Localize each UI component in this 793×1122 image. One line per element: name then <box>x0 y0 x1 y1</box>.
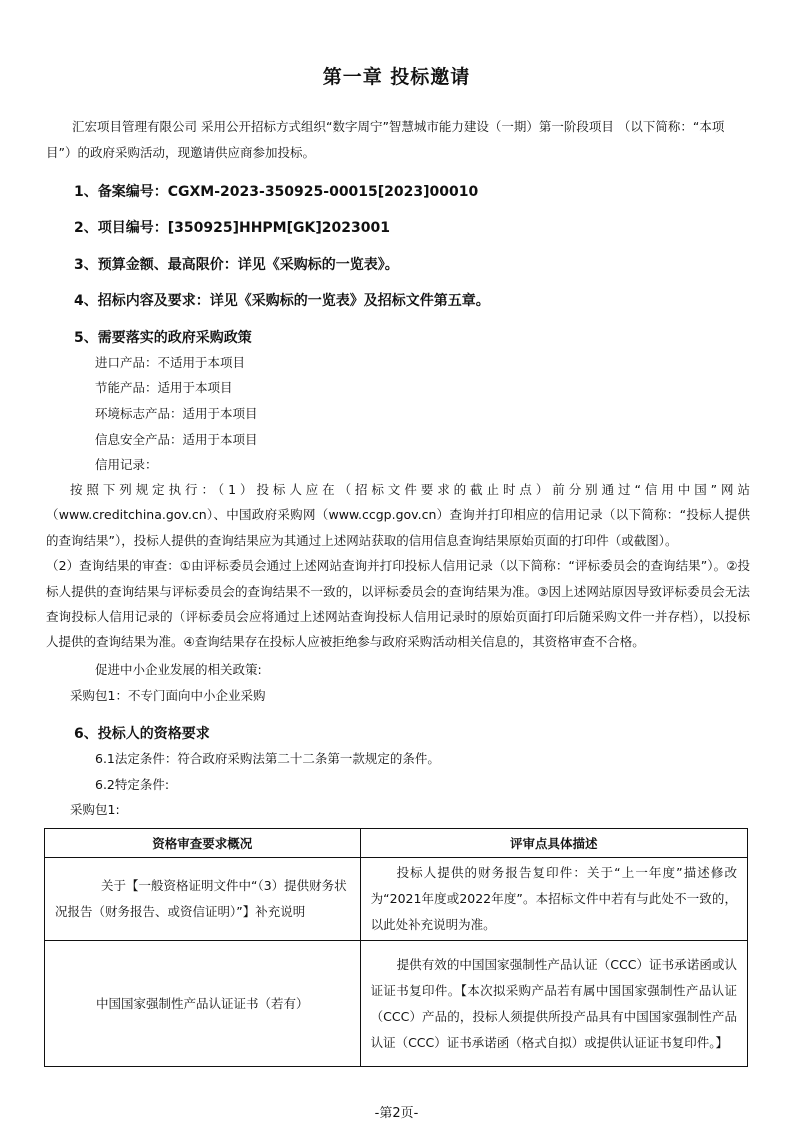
section-filing-number: 1、备案编号：CGXM-2023-350925-00015[2023]00010 <box>74 184 479 200</box>
table-cell-requirement: 关于【一般资格证明文件中“（3）提供财务状况报告（财务报告、或资信证明）”】补充说明 <box>45 858 361 941</box>
policy-credit-label: 信用记录： <box>95 457 158 472</box>
qualification-package-1: 采购包1: <box>70 802 120 817</box>
table-header-row <box>45 829 748 858</box>
policy-import: 进口产品：不适用于本项目 <box>95 355 246 370</box>
sme-policy-label: 促进中小企业发展的相关政策: <box>95 662 262 677</box>
table-header-description: 评审点具体描述 <box>360 829 747 858</box>
table-cell-description: 提供有效的中国国家强制性产品认证（CCC）证书承诺函或认证证书复印件。【本次拟采购产品若有属中国国家强制性产品认证（CCC）产品的，投标人须提供所投产品具有中国国家强制性产品认证（CCC）证书承诺函（格式自拟）或提供认证证书复印件。】 <box>360 941 747 1067</box>
qualification-special: 6.2特定条件: <box>95 777 170 792</box>
table-header-overview: 资格审查要求概况 <box>45 829 361 858</box>
credit-record-rules <box>46 477 750 655</box>
chapter-title: 第一章 投标邀请 <box>322 66 471 88</box>
section-project-number: 2、项目编号：[350925]HHPM[GK]2023001 <box>74 220 390 236</box>
table-row <box>45 858 748 941</box>
qualification-table <box>44 828 748 1067</box>
qualification-legal: 6.1法定条件：符合政府采购法第二十二条第一款规定的条件。 <box>95 751 440 766</box>
table-cell-requirement: 中国国家强制性产品认证证书（若有） <box>45 941 361 1067</box>
sme-package-1: 采购包1：不专门面向中小企业采购 <box>70 688 266 703</box>
section-budget: 3、预算金额、最高限价：详见《采购标的一览表》。 <box>74 257 399 273</box>
policy-energy: 节能产品：适用于本项目 <box>95 380 233 395</box>
policy-infosec: 信息安全产品：适用于本项目 <box>95 432 258 447</box>
table-cell-description: 投标人提供的财务报告复印件：关于“上一年度”描述修改为“2021年度或2022年度”。本招标文件中若有与此处不一致的，以此处补充说明为准。 <box>360 858 747 941</box>
intro-paragraph: 汇宏项目管理有限公司 采用公开招标方式组织“数字周宁”智慧城市能力建设（一期）第一阶段项目 （以下简称：“本项目”）的政府采购活动，现邀请供应商参加投标。 <box>46 119 725 160</box>
credit-rule-2: （2）查询结果的审查：①由评标委员会通过上述网站查询并打印投标人信用记录（以下简称：“评标委员会的查询结果”）。②投标人提供的查询结果与评标委员会的查询结果不一致的，以评标委员会的查询结果为准。③因上述网站原因导致评标委员会无法查询投标人信用记录的（评标委员会应将通过上述网站查询投标人信用记录时的原始页面打印后随采购文件一并存档），以投标人提供的查询结果为准。④查询结果存在投标人应被拒绝参与政府采购活动相关信息的，其资格审查不合格。 <box>46 558 750 650</box>
table-row <box>45 941 748 1067</box>
section-qualification-heading: 6、投标人的资格要求 <box>74 726 210 742</box>
policy-environment: 环境标志产品：适用于本项目 <box>95 406 258 421</box>
page-number: -第2页- <box>374 1106 419 1121</box>
section-bid-content: 4、招标内容及要求：详见《采购标的一览表》及招标文件第五章。 <box>74 293 490 309</box>
section-policies-heading: 5、需要落实的政府采购政策 <box>74 330 252 346</box>
credit-rule-1: 按照下列规定执行：（1）投标人应在（招标文件要求的截止时点）前分别通过“信用中国”网站（www.creditchina.gov.cn）、中国政府采购网（www.ccgp.gov.cn）查询并打印相应的信用记录（以下简称：“投标人提供的查询结果”），投标人提供的查询结果应为其通过上述网站获取的信用信息查询结果原始页面的打印件（或截图）。 <box>46 482 750 548</box>
